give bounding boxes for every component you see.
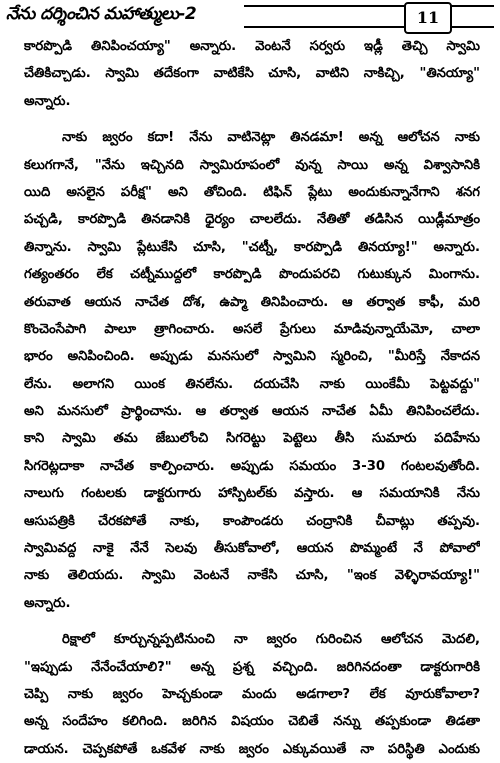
text-line: అన్నారు. (24, 595, 71, 611)
running-head-title: నేను దర్శించిన మహాత్ములు-2 (6, 4, 197, 24)
text-line: గత్యంతరం లేక చట్నీముద్దలో కారప్పొడి పొందుపరచి గుటుక్కున మింగాను. (24, 267, 480, 283)
text-line: డాయన. చెప్పకపోతే ఒకవేళ నాకు జ్వరం ఎక్కువయితే నా పరిస్థితి ఎందుకు (24, 741, 480, 757)
text-line: తరువాత ఆయన నాచేత దోశ, ఉప్మా తినిపించారు. ఆ తర్వాత కాఫీ, మరి (24, 294, 480, 310)
text-line: రిక్షాలో కూర్చున్నప్పటినుంచి నా జ్వరం గురించిన ఆలోచన మెదలి, (62, 632, 480, 648)
running-header (6, 2, 494, 32)
text-line: అన్నారు. (24, 93, 71, 109)
text-line: అన్న సందేహం కలిగింది. జరిగిన విషయం చెబితే నన్ను తప్పకుండా తిడతా (24, 714, 480, 730)
text-line: ఆసుపత్రికి చేరకపోతే నాకు, కాంపౌండరు చంద్రానికి చీవాట్లు తప్పవు. (24, 513, 480, 529)
header-rule-bottom (244, 26, 494, 28)
text-line: "ఇప్పుడు నేనేంచేయాలి?" అన్న ప్రశ్న వచ్చింది. జరిగినదంతా డాక్టరుగారికి (24, 659, 480, 675)
text-line: స్వామివద్ద నాకై నేనే సెలవు తీసుకోవాలో, ఆయన పొమ్మంటే నే పోవాలో (24, 541, 480, 557)
text-line: భారం అనిపించింది. అప్పుడు మనసులో స్వామిని స్మరించి, "మీరిస్తే నేకాదన (24, 349, 480, 365)
text-line: తిన్నాను. స్వామి ప్లేటుకేసి చూసి, "చట్నీ, కారప్పొడి తినయ్యా!" అన్నారు. (24, 239, 480, 255)
text-line: యిది అసలైన పరీక్ష" అని తోచింది. టిఫిన్ ప్లేటు అందుకున్నానేగాని శనగ (24, 184, 480, 200)
text-line: నాలుగు గంటలకు డాక్టరుగారు హాస్పిటల్‌కు వస్తారు. ఆ సమయానికి నేను (24, 486, 480, 502)
text-line: పచ్చడి, కారప్పొడి తినడానికి ధైర్యం చాలలేదు. నేతితో తడిసిన యిడ్లీమాత్రం (24, 212, 480, 228)
text-line: చేతికిచ్చాడు. స్వామి తదేకంగా వాటికేసి చూసి, వాటిని నాకిచ్చి, "తినయ్యా" (24, 66, 480, 82)
body-text (24, 33, 480, 763)
text-line: కొంచెంసేపాగి పాలూ త్రాగించారు. అసలే ప్రేగులు మాడివున్నాయేమో, చాలా (24, 321, 480, 337)
text-line: అని మనసులో ప్రార్థించాను. ఆ తర్వాత ఆయన నాచేత ఏమీ తినిపించలేదు. (24, 404, 480, 420)
text-line: నాకు జ్వరం కదా! నేను వాటినెట్లా తినడమా! అన్న ఆలోచన నాకు (62, 130, 480, 146)
text-line: సిగరెట్లదాకా నాచేత కాల్పించారు. అప్పుడు సమయం 3-30 గంటలవుతోంది. (24, 458, 480, 474)
text-line: కలుగగానే, "నేను ఇచ్చినది స్వామిరూపంలో వున్న సాయి అన్న విశ్వాసానికి (24, 157, 480, 173)
header-rule-top (244, 5, 494, 7)
text-line: లేను. అలాగని యింక తినలేను. దయచేసి నాకు యింకేమీ పెట్టవద్దు" (24, 376, 480, 392)
text-line: చెప్పి నాకు జ్వరం హెచ్చకుండా మందు అడగాలా? లేక వూరుకోవాలా? (24, 686, 480, 702)
text-line: నాకు తెలియదు. స్వామి వెంటనే నాకేసి చూసి, "ఇంక వెళ్ళిరావయ్యా!" (24, 568, 480, 584)
page-number: 11 (404, 2, 452, 34)
text-line: కాని స్వామి తమ జేబులోంచి సిగరెట్టు పెట్టెలు తీసి సుమారు పదిహేను (24, 431, 480, 447)
text-line: కారప్పొడి తినిపించయ్యా" అన్నారు. వెంటనే సర్వరు ఇడ్లీ తెచ్చి స్వామి (24, 39, 480, 54)
